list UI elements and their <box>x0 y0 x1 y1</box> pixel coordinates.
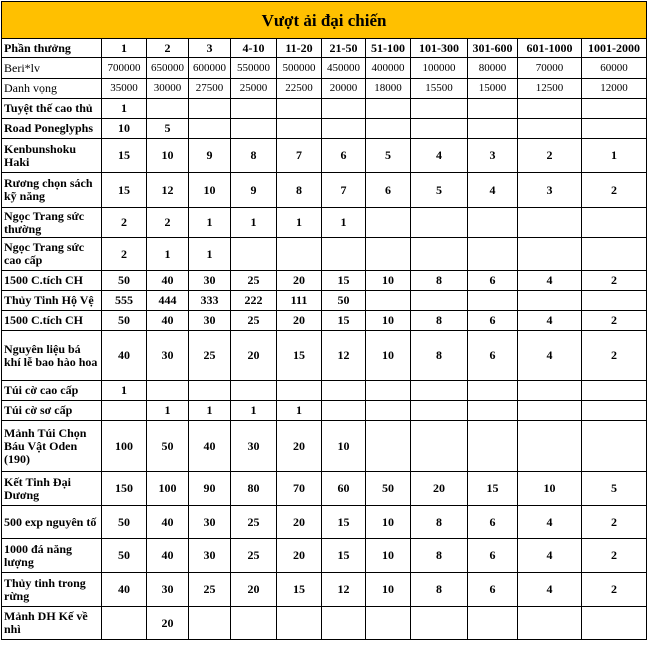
reward-amount: 1 <box>189 401 231 421</box>
reward-amount: 15 <box>102 173 147 208</box>
reward-amount <box>322 99 366 119</box>
reward-amount: 2 <box>582 506 647 539</box>
reward-amount: 6 <box>468 506 518 539</box>
header-row <box>2 39 647 58</box>
rank-header: 2 <box>147 39 189 58</box>
reward-amount: 600000 <box>189 58 231 79</box>
table-row <box>2 331 647 381</box>
reward-amount <box>366 401 411 421</box>
reward-amount: 650000 <box>147 58 189 79</box>
reward-amount <box>411 291 468 311</box>
reward-amount <box>411 208 468 238</box>
reward-amount <box>518 208 582 238</box>
reward-amount <box>468 208 518 238</box>
reward-amount: 20 <box>231 331 277 381</box>
reward-amount <box>277 381 322 401</box>
table-row <box>2 472 647 506</box>
table-title: Vượt ải đại chiến <box>2 2 647 39</box>
reward-amount: 50 <box>366 472 411 506</box>
reward-amount: 1 <box>277 208 322 238</box>
reward-table <box>1 1 647 640</box>
reward-amount: 444 <box>147 291 189 311</box>
reward-amount: 15000 <box>468 79 518 99</box>
reward-amount: 4 <box>518 271 582 291</box>
reward-amount: 10 <box>147 139 189 173</box>
reward-amount <box>582 291 647 311</box>
reward-amount <box>366 238 411 271</box>
rank-header: 21-50 <box>322 39 366 58</box>
reward-amount <box>277 238 322 271</box>
reward-amount: 12500 <box>518 79 582 99</box>
reward-amount: 8 <box>231 139 277 173</box>
reward-amount: 5 <box>411 173 468 208</box>
reward-amount: 10 <box>366 271 411 291</box>
reward-amount: 60000 <box>582 58 647 79</box>
reward-amount <box>366 291 411 311</box>
reward-amount: 6 <box>468 271 518 291</box>
reward-amount: 10 <box>189 173 231 208</box>
reward-amount: 2 <box>102 238 147 271</box>
reward-amount: 8 <box>411 539 468 573</box>
reward-amount: 2 <box>582 311 647 331</box>
reward-amount <box>189 607 231 640</box>
reward-amount: 4 <box>518 331 582 381</box>
reward-amount <box>411 99 468 119</box>
reward-amount: 20 <box>277 311 322 331</box>
reward-name: Beri*lv <box>2 58 102 79</box>
reward-amount: 2 <box>518 139 582 173</box>
reward-amount: 1 <box>231 401 277 421</box>
reward-amount: 25 <box>189 331 231 381</box>
reward-amount: 20 <box>231 573 277 607</box>
reward-name: Túi cờ cao cấp <box>2 381 102 401</box>
reward-amount: 20 <box>277 539 322 573</box>
reward-amount: 15 <box>277 573 322 607</box>
rank-header: 1001-2000 <box>582 39 647 58</box>
reward-amount: 2 <box>582 271 647 291</box>
table-row <box>2 99 647 119</box>
table-row <box>2 421 647 472</box>
reward-amount <box>518 99 582 119</box>
reward-amount: 2 <box>582 539 647 573</box>
reward-amount <box>582 238 647 271</box>
reward-amount: 1 <box>322 208 366 238</box>
reward-amount <box>582 401 647 421</box>
reward-amount: 6 <box>322 139 366 173</box>
reward-amount: 6 <box>468 331 518 381</box>
reward-amount: 30 <box>231 421 277 472</box>
reward-amount: 6 <box>468 311 518 331</box>
reward-amount: 5 <box>366 139 411 173</box>
reward-amount <box>468 291 518 311</box>
table-row <box>2 401 647 421</box>
reward-amount: 25 <box>231 539 277 573</box>
reward-amount: 10 <box>518 472 582 506</box>
reward-amount: 2 <box>582 331 647 381</box>
reward-amount <box>518 607 582 640</box>
reward-amount: 7 <box>277 139 322 173</box>
reward-amount: 5 <box>582 472 647 506</box>
reward-amount <box>366 381 411 401</box>
rank-header: 4-10 <box>231 39 277 58</box>
reward-amount: 27500 <box>189 79 231 99</box>
reward-amount: 4 <box>518 311 582 331</box>
reward-amount <box>411 381 468 401</box>
reward-amount: 50 <box>102 311 147 331</box>
reward-amount <box>231 607 277 640</box>
reward-amount <box>518 238 582 271</box>
reward-amount: 80000 <box>468 58 518 79</box>
reward-name: Tuyệt thế cao thủ <box>2 99 102 119</box>
reward-amount: 2 <box>582 173 647 208</box>
reward-name: Ngọc Trang sức thường <box>2 208 102 238</box>
reward-amount <box>582 99 647 119</box>
reward-amount: 30 <box>189 539 231 573</box>
table-row <box>2 506 647 539</box>
reward-amount <box>366 99 411 119</box>
reward-amount: 25000 <box>231 79 277 99</box>
reward-amount: 70 <box>277 472 322 506</box>
reward-amount: 18000 <box>366 79 411 99</box>
reward-amount: 1 <box>277 401 322 421</box>
reward-amount <box>411 238 468 271</box>
reward-amount: 30 <box>189 506 231 539</box>
reward-amount <box>366 421 411 472</box>
reward-amount: 6 <box>468 573 518 607</box>
reward-amount <box>366 208 411 238</box>
reward-amount: 22500 <box>277 79 322 99</box>
reward-amount: 10 <box>366 506 411 539</box>
reward-amount: 100 <box>147 472 189 506</box>
reward-amount: 50 <box>322 291 366 311</box>
table-row <box>2 381 647 401</box>
reward-amount: 40 <box>102 573 147 607</box>
reward-amount: 50 <box>102 539 147 573</box>
reward-amount: 4 <box>468 173 518 208</box>
reward-amount: 40 <box>147 539 189 573</box>
reward-amount <box>231 99 277 119</box>
reward-amount <box>582 607 647 640</box>
reward-amount: 450000 <box>322 58 366 79</box>
reward-name: Road Poneglyphs <box>2 119 102 139</box>
rank-header: 51-100 <box>366 39 411 58</box>
header-label: Phần thưởng <box>2 39 102 58</box>
reward-name: 1500 C.tích CH <box>2 271 102 291</box>
reward-amount: 4 <box>518 539 582 573</box>
reward-amount: 1 <box>102 99 147 119</box>
reward-name: Túi cờ sơ cấp <box>2 401 102 421</box>
reward-amount <box>189 381 231 401</box>
reward-amount: 60 <box>322 472 366 506</box>
reward-amount: 70000 <box>518 58 582 79</box>
reward-amount: 15 <box>322 311 366 331</box>
reward-sheet <box>1 1 647 640</box>
reward-amount <box>582 208 647 238</box>
reward-name: Thủy tinh trong rừng <box>2 573 102 607</box>
reward-amount <box>582 381 647 401</box>
reward-amount: 100000 <box>411 58 468 79</box>
reward-amount: 20 <box>277 506 322 539</box>
rank-header: 601-1000 <box>518 39 582 58</box>
reward-amount <box>468 607 518 640</box>
table-row <box>2 607 647 640</box>
reward-amount: 4 <box>411 139 468 173</box>
reward-amount <box>468 119 518 139</box>
table-row <box>2 539 647 573</box>
reward-amount: 222 <box>231 291 277 311</box>
reward-amount: 20000 <box>322 79 366 99</box>
reward-name: Kết Tinh Đại Dương <box>2 472 102 506</box>
table-row <box>2 119 647 139</box>
reward-amount: 3 <box>468 139 518 173</box>
reward-amount: 30 <box>147 573 189 607</box>
table-row <box>2 573 647 607</box>
rank-header: 101-300 <box>411 39 468 58</box>
reward-amount: 40 <box>147 506 189 539</box>
reward-amount: 25 <box>231 271 277 291</box>
reward-name: 1500 C.tích CH <box>2 311 102 331</box>
reward-amount: 150 <box>102 472 147 506</box>
table-row <box>2 58 647 79</box>
reward-amount <box>102 401 147 421</box>
reward-amount: 80 <box>231 472 277 506</box>
reward-amount: 1 <box>147 238 189 271</box>
reward-amount: 7 <box>322 173 366 208</box>
reward-amount <box>189 119 231 139</box>
reward-amount <box>277 607 322 640</box>
reward-amount: 333 <box>189 291 231 311</box>
reward-amount: 40 <box>189 421 231 472</box>
reward-name: Mảnh DH Kế về nhì <box>2 607 102 640</box>
reward-amount: 8 <box>411 573 468 607</box>
reward-amount <box>322 381 366 401</box>
reward-amount: 50 <box>147 421 189 472</box>
reward-name: Thủy Tinh Hộ Vệ <box>2 291 102 311</box>
reward-amount: 25 <box>189 573 231 607</box>
reward-amount: 1 <box>231 208 277 238</box>
reward-amount: 555 <box>102 291 147 311</box>
reward-amount: 12 <box>322 331 366 381</box>
rank-header: 3 <box>189 39 231 58</box>
title-row <box>2 2 647 39</box>
reward-amount: 700000 <box>102 58 147 79</box>
table-row <box>2 173 647 208</box>
reward-amount: 2 <box>102 208 147 238</box>
reward-amount: 4 <box>518 506 582 539</box>
table-row <box>2 238 647 271</box>
reward-amount: 10 <box>322 421 366 472</box>
reward-amount: 20 <box>411 472 468 506</box>
reward-amount: 2 <box>582 573 647 607</box>
reward-amount: 12000 <box>582 79 647 99</box>
reward-name: 500 exp nguyên tố <box>2 506 102 539</box>
reward-name: 1000 đá năng lượng <box>2 539 102 573</box>
reward-amount: 20 <box>277 271 322 291</box>
reward-amount <box>468 381 518 401</box>
reward-amount <box>518 291 582 311</box>
reward-amount: 9 <box>231 173 277 208</box>
reward-amount: 1 <box>189 208 231 238</box>
reward-amount: 8 <box>277 173 322 208</box>
reward-amount: 8 <box>411 331 468 381</box>
reward-amount <box>411 119 468 139</box>
reward-amount: 12 <box>147 173 189 208</box>
reward-amount <box>147 381 189 401</box>
reward-amount: 40 <box>102 331 147 381</box>
reward-amount: 5 <box>147 119 189 139</box>
reward-amount <box>277 99 322 119</box>
reward-amount <box>468 238 518 271</box>
table-row <box>2 79 647 99</box>
reward-amount <box>231 119 277 139</box>
reward-amount: 15 <box>468 472 518 506</box>
table-row <box>2 271 647 291</box>
reward-amount: 10 <box>366 573 411 607</box>
rank-header: 11-20 <box>277 39 322 58</box>
reward-amount: 15 <box>322 271 366 291</box>
table-row <box>2 208 647 238</box>
rank-header: 1 <box>102 39 147 58</box>
reward-amount: 20 <box>147 607 189 640</box>
reward-amount <box>277 119 322 139</box>
reward-amount: 50 <box>102 506 147 539</box>
reward-amount: 30 <box>189 311 231 331</box>
reward-amount: 15 <box>322 539 366 573</box>
reward-amount <box>189 99 231 119</box>
reward-amount: 3 <box>518 173 582 208</box>
reward-amount <box>518 401 582 421</box>
reward-amount <box>582 119 647 139</box>
reward-amount <box>411 607 468 640</box>
reward-amount <box>518 381 582 401</box>
reward-amount: 550000 <box>231 58 277 79</box>
reward-name: Rương chọn sách kỹ năng <box>2 173 102 208</box>
reward-amount <box>366 119 411 139</box>
reward-amount <box>231 381 277 401</box>
reward-amount: 15 <box>322 506 366 539</box>
reward-amount <box>102 607 147 640</box>
reward-amount: 1 <box>102 381 147 401</box>
reward-amount <box>322 238 366 271</box>
reward-amount: 25 <box>231 506 277 539</box>
reward-amount: 6 <box>468 539 518 573</box>
reward-amount: 8 <box>411 271 468 291</box>
reward-amount: 10 <box>366 331 411 381</box>
reward-amount: 10 <box>366 539 411 573</box>
reward-amount: 20 <box>277 421 322 472</box>
reward-amount: 2 <box>147 208 189 238</box>
reward-amount <box>468 421 518 472</box>
reward-amount: 40 <box>147 311 189 331</box>
reward-amount <box>518 421 582 472</box>
reward-amount: 1 <box>189 238 231 271</box>
reward-amount: 30 <box>189 271 231 291</box>
reward-amount: 111 <box>277 291 322 311</box>
reward-name: Mảnh Túi Chọn Báu Vật Oden (190) <box>2 421 102 472</box>
reward-amount: 100 <box>102 421 147 472</box>
table-row <box>2 291 647 311</box>
reward-amount: 9 <box>189 139 231 173</box>
reward-amount <box>468 99 518 119</box>
reward-name: Ngọc Trang sức cao cấp <box>2 238 102 271</box>
reward-amount: 10 <box>366 311 411 331</box>
rank-header: 301-600 <box>468 39 518 58</box>
reward-amount: 6 <box>366 173 411 208</box>
reward-amount <box>366 607 411 640</box>
reward-amount: 25 <box>231 311 277 331</box>
reward-amount: 30000 <box>147 79 189 99</box>
reward-amount <box>411 401 468 421</box>
reward-name: Nguyên liệu bá khí lễ bao hào hoa <box>2 331 102 381</box>
reward-amount: 15 <box>277 331 322 381</box>
reward-amount: 8 <box>411 506 468 539</box>
reward-amount: 12 <box>322 573 366 607</box>
reward-amount: 500000 <box>277 58 322 79</box>
reward-amount: 400000 <box>366 58 411 79</box>
reward-amount <box>147 99 189 119</box>
table-row <box>2 139 647 173</box>
reward-name: Kenbunshoku Haki <box>2 139 102 173</box>
reward-amount <box>322 401 366 421</box>
reward-amount <box>322 119 366 139</box>
table-row <box>2 311 647 331</box>
reward-amount <box>231 238 277 271</box>
reward-amount: 40 <box>147 271 189 291</box>
reward-amount <box>468 401 518 421</box>
reward-amount: 35000 <box>102 79 147 99</box>
reward-amount: 30 <box>147 331 189 381</box>
reward-amount <box>322 607 366 640</box>
reward-amount: 15500 <box>411 79 468 99</box>
reward-amount <box>411 421 468 472</box>
reward-amount <box>582 421 647 472</box>
reward-amount <box>518 119 582 139</box>
reward-amount: 15 <box>102 139 147 173</box>
reward-amount: 10 <box>102 119 147 139</box>
reward-amount: 1 <box>582 139 647 173</box>
reward-amount: 50 <box>102 271 147 291</box>
reward-amount: 90 <box>189 472 231 506</box>
reward-amount: 1 <box>147 401 189 421</box>
reward-amount: 8 <box>411 311 468 331</box>
reward-amount: 4 <box>518 573 582 607</box>
reward-name: Danh vọng <box>2 79 102 99</box>
